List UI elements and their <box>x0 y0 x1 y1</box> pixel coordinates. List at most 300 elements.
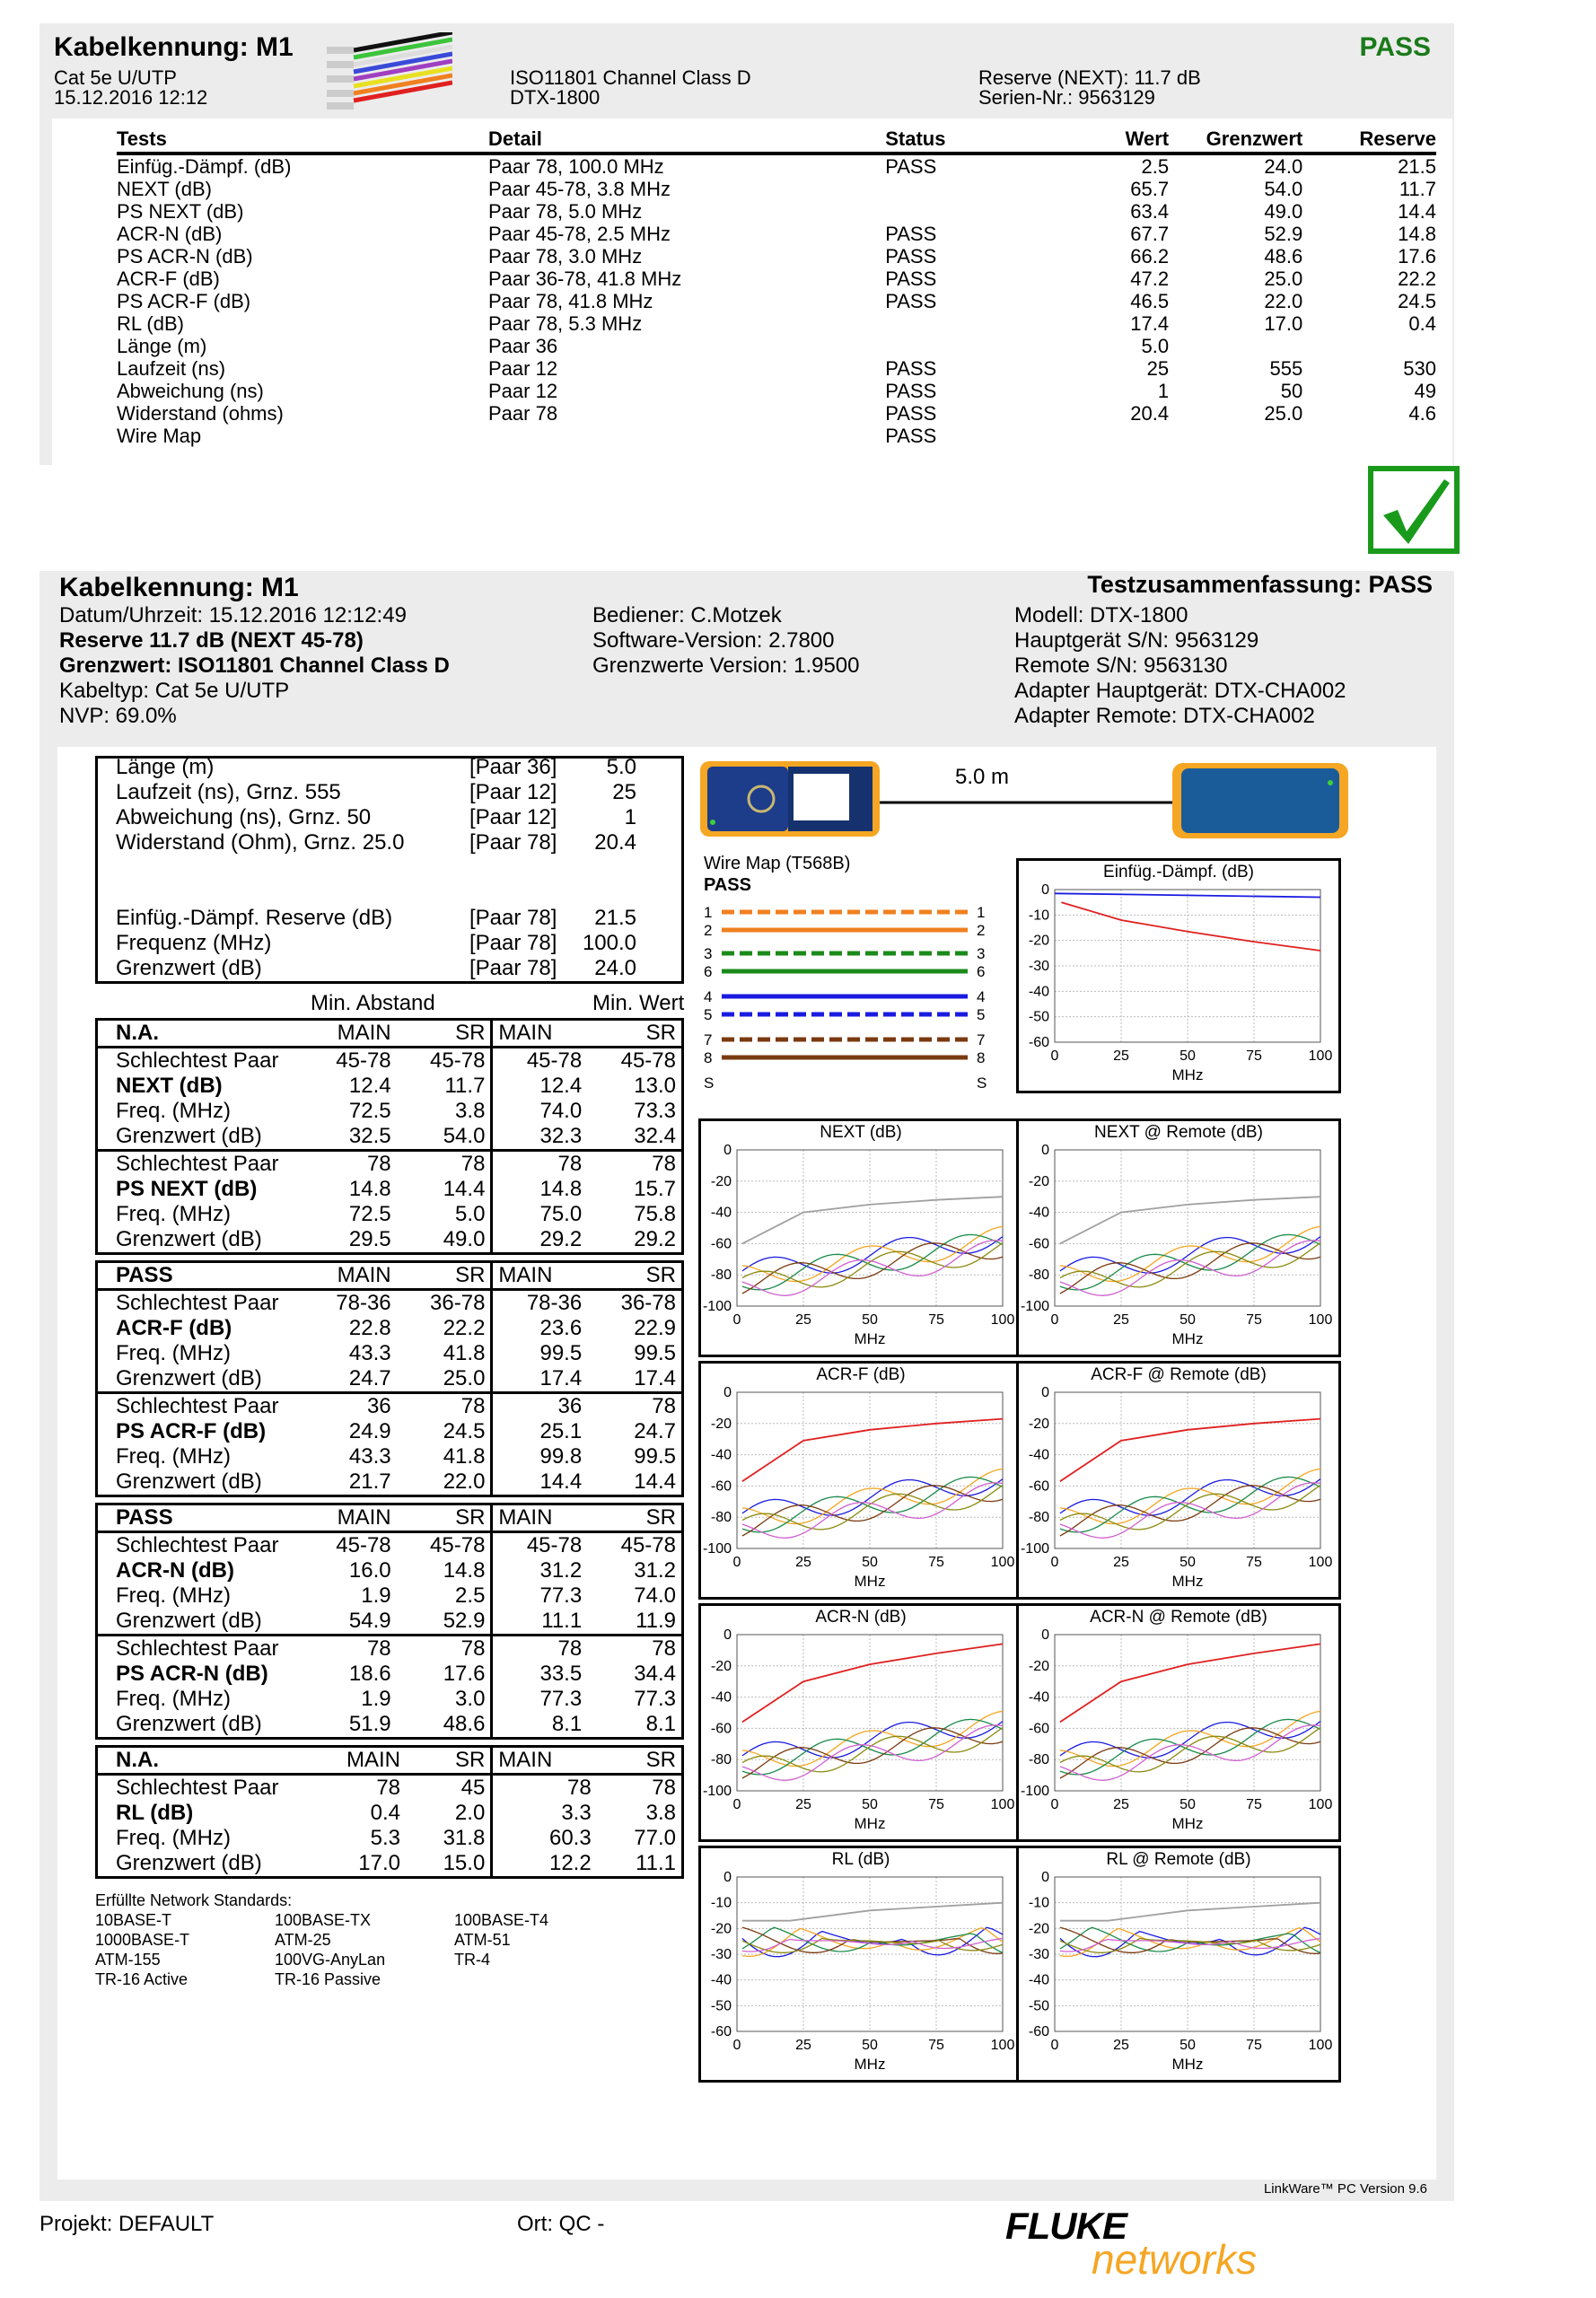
remote-adapter-line: Adapter Remote: DTX-CHA002 <box>1014 704 1315 728</box>
row-label: Schlechtest Paar <box>116 1776 279 1800</box>
network-standard: TR-16 Passive <box>275 1970 381 1988</box>
cell-value: 51.9 <box>348 1712 391 1736</box>
svg-text:-20: -20 <box>1028 1921 1049 1937</box>
cell-value: 45-78 <box>620 1533 676 1557</box>
serial-number: Serien-Nr.: 9563129 <box>978 86 1155 109</box>
cell-reserve: 22.2 <box>1398 268 1436 290</box>
cell-value: 8.1 <box>645 1712 676 1736</box>
svg-text:0: 0 <box>723 1627 732 1643</box>
svg-text:-10: -10 <box>1028 1895 1049 1911</box>
test-datetime: 15.12.2016 12:12 <box>54 86 208 109</box>
cell-value: 5.0 <box>455 1202 486 1226</box>
info-pair: [Paar 78] <box>469 906 557 930</box>
svg-text:75: 75 <box>1246 1048 1262 1064</box>
cell-value: 24.7 <box>634 1419 676 1443</box>
cell-value: 17.6 <box>443 1662 486 1686</box>
table-row <box>97 1712 683 1739</box>
cell-value: 36-78 <box>620 1291 676 1315</box>
svg-text:4: 4 <box>704 988 713 1005</box>
min-abstand-header: Min. Abstand <box>311 991 435 1015</box>
svg-text:100: 100 <box>1308 1048 1333 1064</box>
svg-text:0: 0 <box>732 2038 741 2053</box>
svg-text:5: 5 <box>704 1006 713 1023</box>
chart-panel <box>1016 1361 1341 1600</box>
chart-title: ACR-N @ Remote (dB) <box>1090 1608 1267 1627</box>
cell-value: 60.3 <box>492 1826 597 1851</box>
reserve-line: Reserve 11.7 dB (NEXT 45-78) <box>59 628 364 653</box>
cell-grenzwert: 52.9 <box>1264 223 1303 245</box>
svg-text:50: 50 <box>1179 1048 1196 1064</box>
cell-value: 78 <box>397 1393 492 1420</box>
cell-value: 13.0 <box>634 1074 676 1098</box>
table-row <box>117 312 1436 335</box>
table-row <box>97 1202 683 1227</box>
cell-value: 3.8 <box>455 1099 486 1123</box>
svg-text:25: 25 <box>1113 1312 1129 1328</box>
svg-text:0: 0 <box>723 1385 732 1400</box>
svg-text:-80: -80 <box>1028 1752 1049 1768</box>
svg-text:MHz: MHz <box>1171 1573 1204 1590</box>
svg-text:-100: -100 <box>702 1299 732 1314</box>
limit-standard: ISO11801 Channel Class D <box>510 66 751 89</box>
network-standard: ATM-25 <box>275 1931 331 1949</box>
cell-value: 78 <box>587 1636 682 1662</box>
cell-value: 24.7 <box>348 1366 391 1390</box>
cell-detail: Paar 78, 100.0 MHz <box>488 155 664 178</box>
svg-text:0: 0 <box>732 1312 741 1328</box>
chart-title: ACR-F (dB) <box>816 1365 906 1384</box>
info-label: Einfüg.-Dämpf. Reserve (dB) <box>116 906 393 930</box>
row-label: Grenzwert (dB) <box>116 1124 262 1148</box>
row-label: Schlechtest Paar <box>97 1636 303 1662</box>
cell-test: Länge (m) <box>117 335 207 357</box>
chart-title: ACR-F @ Remote (dB) <box>1091 1365 1267 1384</box>
cell-value: 78 <box>587 1151 682 1178</box>
cell-detail: Paar 78, 5.3 MHz <box>488 312 643 335</box>
cell-value: 45-78 <box>430 1533 486 1557</box>
table-row <box>117 402 1436 425</box>
svg-text:-40: -40 <box>710 1447 732 1463</box>
cell-test: Einfüg.-Dämpf. (dB) <box>117 155 292 178</box>
svg-text:25: 25 <box>795 2038 811 2053</box>
detail-cable-id-title: Kabelkennung: M1 <box>59 573 299 602</box>
svg-text:25: 25 <box>795 1797 811 1812</box>
operator-line: Bediener: C.Motzek <box>592 603 782 627</box>
cell-value: 17.4 <box>634 1366 676 1390</box>
cell-value: 49.0 <box>443 1227 486 1251</box>
cell-test: ACR-F (dB) <box>117 268 220 290</box>
summary-card <box>39 23 1454 465</box>
svg-text:4: 4 <box>977 988 986 1005</box>
svg-text:100: 100 <box>990 1312 1015 1328</box>
column-header: SR <box>397 1262 492 1290</box>
svg-text:25: 25 <box>1113 1555 1129 1570</box>
svg-text:-20: -20 <box>710 1921 732 1937</box>
info-label: Laufzeit (ns), Grnz. 555 <box>116 780 341 804</box>
cell-value: 23.6 <box>492 1316 587 1341</box>
cell-test: Wire Map <box>117 425 202 447</box>
svg-text:-40: -40 <box>710 1689 732 1706</box>
svg-text:MHz: MHz <box>854 1815 886 1832</box>
table-row <box>117 380 1436 402</box>
svg-text:0: 0 <box>1050 1797 1059 1812</box>
svg-text:-80: -80 <box>710 1752 732 1768</box>
column-header: MAIN <box>303 1504 397 1532</box>
cell-grenzwert <box>1169 335 1302 357</box>
svg-text:-80: -80 <box>1028 1510 1049 1526</box>
table-row <box>97 1826 683 1851</box>
nvp-line: NVP: 69.0% <box>59 704 177 728</box>
svg-text:-20: -20 <box>1028 1658 1049 1674</box>
networks-logo-text: networks <box>1092 2236 1258 2283</box>
measurement-table <box>95 1260 684 1497</box>
cell-test: Laufzeit (ns) <box>117 357 226 380</box>
svg-text:-30: -30 <box>710 1947 732 1962</box>
svg-text:75: 75 <box>928 2038 944 2053</box>
row-label: Freq. (MHz) <box>116 1687 231 1711</box>
cell-grenzwert: 50 <box>1280 380 1303 402</box>
table-row <box>97 1419 683 1444</box>
cell-reserve: 530 <box>1403 357 1436 380</box>
col-grenzwert: Grenzwert <box>1169 126 1302 153</box>
row-label: Freq. (MHz) <box>116 1202 231 1226</box>
cell-value: 31.2 <box>492 1558 587 1583</box>
svg-text:0: 0 <box>1041 1385 1049 1400</box>
row-label: Grenzwert (dB) <box>116 1851 262 1875</box>
table-status: N.A. <box>97 1020 303 1048</box>
svg-text:-60: -60 <box>710 1721 732 1737</box>
table-row <box>117 268 1436 290</box>
cell-value: 36 <box>303 1393 397 1420</box>
cell-value: 14.4 <box>443 1177 486 1201</box>
cell-reserve: 21.5 <box>1398 155 1436 178</box>
cell-value: 3.8 <box>645 1801 676 1825</box>
row-label: Schlechtest Paar <box>97 1393 303 1420</box>
info-label: Länge (m) <box>116 755 215 779</box>
svg-text:75: 75 <box>1246 1797 1262 1812</box>
cell-value: 17.0 <box>358 1851 401 1875</box>
column-header: MAIN <box>303 1020 397 1048</box>
col-reserve: Reserve <box>1302 126 1436 153</box>
info-pair: [Paar 78] <box>469 830 557 855</box>
cell-value: 78 <box>397 1636 492 1662</box>
cell-value: 11.7 <box>444 1074 486 1098</box>
cell-grenzwert: 24.0 <box>1264 155 1303 178</box>
info-label: Widerstand (Ohm), Grnz. 25.0 <box>116 830 405 855</box>
info-value: 21.5 <box>594 906 636 930</box>
cell-value: 22.2 <box>443 1316 486 1340</box>
network-standard: ATM-51 <box>454 1931 511 1949</box>
cell-grenzwert: 555 <box>1269 357 1303 380</box>
svg-text:100: 100 <box>990 1555 1015 1570</box>
cell-value: 78 <box>303 1636 397 1662</box>
svg-text:1: 1 <box>977 904 986 921</box>
column-header: MAIN <box>303 1747 407 1775</box>
cell-value: 3.3 <box>492 1801 597 1826</box>
cell-value: 25.0 <box>443 1366 486 1390</box>
cell-value: 78 <box>492 1775 597 1802</box>
svg-text:-40: -40 <box>1028 1689 1049 1706</box>
table-header-row <box>97 1504 683 1532</box>
column-header: SR <box>597 1747 683 1775</box>
table-row <box>97 1393 683 1420</box>
cell-wert: 5.0 <box>1141 335 1170 357</box>
table-row <box>97 1177 683 1202</box>
network-standard: TR-16 Active <box>95 1970 189 1988</box>
network-standard: 10BASE-T <box>95 1911 172 1929</box>
table-status: PASS <box>97 1504 303 1532</box>
svg-text:MHz: MHz <box>1171 1330 1204 1347</box>
cell-test: Abweichung (ns) <box>117 380 264 402</box>
svg-text:1: 1 <box>704 904 713 921</box>
row-label: Freq. (MHz) <box>116 1583 231 1608</box>
svg-text:MHz: MHz <box>854 1573 886 1590</box>
svg-text:6: 6 <box>977 963 986 980</box>
cell-grenzwert: 49.0 <box>1264 200 1303 223</box>
table-status: N.A. <box>97 1747 303 1775</box>
cell-value: 15.0 <box>443 1851 486 1875</box>
table-row <box>97 1316 683 1341</box>
table-row <box>97 1851 683 1878</box>
cell-value: 11.1 <box>636 1851 676 1875</box>
chart-title: Einfüg.-Dämpf. (dB) <box>1103 863 1254 881</box>
info-pair: [Paar 36] <box>469 755 557 779</box>
info-pair: [Paar 78] <box>469 956 557 980</box>
cell-wert: 47.2 <box>1130 268 1170 290</box>
svg-text:3: 3 <box>977 945 986 962</box>
info-value: 5.0 <box>606 755 636 779</box>
test-results-table-panel <box>52 118 1452 465</box>
chart-panel <box>698 1361 1023 1600</box>
table-row <box>97 1558 683 1583</box>
measurement-table <box>95 1018 684 1255</box>
table-row <box>117 290 1436 312</box>
cell-value: 15.7 <box>634 1177 676 1201</box>
svg-text:25: 25 <box>795 1555 811 1570</box>
table-row <box>97 1775 683 1802</box>
cell-value: 36-78 <box>430 1291 486 1315</box>
cell-value: 12.2 <box>492 1851 597 1878</box>
svg-text:-30: -30 <box>1028 1947 1049 1962</box>
cell-status: PASS <box>885 357 937 380</box>
svg-text:0: 0 <box>1041 1627 1049 1643</box>
cell-test: PS ACR-F (dB) <box>117 290 251 312</box>
network-standard: TR-4 <box>454 1951 490 1969</box>
cell-value: 78 <box>303 1151 397 1178</box>
cell-detail <box>488 425 885 447</box>
svg-text:50: 50 <box>1179 1312 1196 1328</box>
table-header-row <box>97 1747 683 1775</box>
svg-text:-100: -100 <box>702 1784 732 1799</box>
table-row <box>97 1227 683 1254</box>
cell-status: PASS <box>885 290 937 312</box>
column-header: MAIN <box>492 1262 587 1290</box>
svg-text:0: 0 <box>732 1555 741 1570</box>
svg-text:0: 0 <box>1041 1870 1049 1885</box>
cell-value: 74.0 <box>634 1583 676 1608</box>
software-version-line: Software-Version: 2.7800 <box>592 628 835 653</box>
cell-reserve: 14.8 <box>1398 223 1436 245</box>
cell-value: 29.5 <box>348 1227 391 1251</box>
cell-value: 78-36 <box>336 1291 391 1315</box>
row-label: Freq. (MHz) <box>116 1099 231 1123</box>
cell-reserve: 11.7 <box>1399 178 1436 200</box>
svg-text:7: 7 <box>704 1031 713 1048</box>
table-row <box>117 245 1436 268</box>
svg-text:MHz: MHz <box>854 2056 886 2073</box>
svg-text:-100: -100 <box>702 1541 732 1557</box>
cell-value: 18.6 <box>348 1662 391 1686</box>
cell-value: 29.2 <box>492 1227 587 1254</box>
info-label: Abweichung (ns), Grnz. 50 <box>116 805 372 829</box>
cell-value: 54.0 <box>443 1124 486 1148</box>
svg-text:100: 100 <box>1308 1312 1333 1328</box>
svg-text:S: S <box>704 1074 715 1092</box>
cell-value: 14.8 <box>443 1558 486 1583</box>
table-row <box>117 335 1436 357</box>
svg-text:-20: -20 <box>1028 1173 1049 1189</box>
cell-value: 43.3 <box>348 1444 391 1469</box>
cell-detail: Paar 78, 3.0 MHz <box>488 245 643 268</box>
row-label: PS ACR-N (dB) <box>116 1662 268 1686</box>
svg-text:MHz: MHz <box>1171 2056 1204 2073</box>
cell-reserve: 17.6 <box>1398 245 1436 268</box>
svg-text:-100: -100 <box>1020 1784 1049 1799</box>
row-label: ACR-F (dB) <box>116 1316 232 1340</box>
cell-value: 22.9 <box>634 1316 676 1340</box>
info-pair: [Paar 12] <box>469 805 557 829</box>
row-label: Schlechtest Paar <box>116 1291 279 1315</box>
svg-text:-40: -40 <box>1028 984 1049 1000</box>
table-row <box>97 1636 683 1662</box>
cell-detail: Paar 45-78, 3.8 MHz <box>488 178 671 200</box>
row-label: RL (dB) <box>116 1801 194 1825</box>
svg-text:3: 3 <box>704 945 713 962</box>
cell-value: 54.9 <box>348 1609 391 1633</box>
cell-test: Widerstand (ohms) <box>117 402 284 425</box>
cell-grenzwert: 17.0 <box>1264 312 1303 335</box>
cell-value: 22.8 <box>348 1316 391 1340</box>
table-row <box>97 1469 683 1496</box>
table-row <box>97 1341 683 1366</box>
cell-value: 72.5 <box>348 1099 391 1123</box>
chart-panel <box>1016 1603 1341 1842</box>
cell-grenzwert: 25.0 <box>1264 402 1303 425</box>
column-header: MAIN <box>303 1262 397 1290</box>
cell-value: 31.2 <box>634 1558 676 1583</box>
svg-text:MHz: MHz <box>854 1330 886 1347</box>
row-label: Freq. (MHz) <box>116 1444 231 1469</box>
cell-status: PASS <box>885 380 937 402</box>
cell-detail: Paar 78 <box>488 402 558 425</box>
chart-panel <box>698 1118 1023 1357</box>
cell-test: ACR-N (dB) <box>117 223 223 245</box>
cell-value: 21.7 <box>348 1469 391 1494</box>
remote-sn-line: Remote S/N: 9563130 <box>1014 653 1228 678</box>
cell-detail: Paar 36-78, 41.8 MHz <box>488 268 682 290</box>
row-label: Schlechtest Paar <box>116 1533 279 1557</box>
svg-text:100: 100 <box>990 1797 1015 1812</box>
cell-grenzwert: 25.0 <box>1264 268 1303 290</box>
info-value: 100.0 <box>582 931 636 955</box>
detail-report <box>39 571 1454 2201</box>
cell-grenzwert: 54.0 <box>1264 178 1303 200</box>
cell-wert: 63.4 <box>1130 200 1170 223</box>
chart-title: NEXT (dB) <box>820 1123 902 1142</box>
chart-title: NEXT @ Remote (dB) <box>1094 1123 1263 1142</box>
cell-value: 25.1 <box>492 1419 587 1444</box>
cell-value: 45-78 <box>620 1048 676 1073</box>
svg-text:0: 0 <box>1050 1555 1059 1570</box>
cell-value: 99.5 <box>634 1444 676 1469</box>
svg-text:-20: -20 <box>1028 1416 1049 1432</box>
cell-wert: 46.5 <box>1130 290 1170 312</box>
cell-reserve: 49 <box>1414 380 1436 402</box>
table-row <box>117 178 1436 200</box>
row-label: Grenzwert (dB) <box>116 1469 262 1494</box>
svg-text:-20: -20 <box>710 1658 732 1674</box>
cell-value: 16.0 <box>348 1558 391 1583</box>
svg-text:8: 8 <box>704 1049 713 1066</box>
location-label: Ort: QC - <box>517 2212 605 2236</box>
cell-reserve: 24.5 <box>1398 290 1436 312</box>
wiremap-diagram <box>698 892 995 1092</box>
svg-text:25: 25 <box>795 1312 811 1328</box>
cell-value: 32.5 <box>348 1124 391 1148</box>
cell-value: 77.0 <box>634 1826 676 1850</box>
svg-text:0: 0 <box>723 1143 732 1158</box>
table-header-row <box>117 126 1436 153</box>
cell-value: 34.4 <box>634 1662 676 1686</box>
cell-value: 14.8 <box>348 1177 391 1201</box>
cell-value: 31.8 <box>443 1826 486 1850</box>
table-row <box>97 1444 683 1469</box>
cell-detail: Paar 78, 41.8 MHz <box>488 290 653 312</box>
table-row <box>97 1366 683 1393</box>
reserve-next: Reserve (NEXT): 11.7 dB <box>978 66 1201 89</box>
svg-text:0: 0 <box>1041 882 1049 898</box>
row-label: PS NEXT (dB) <box>116 1177 258 1201</box>
svg-text:-60: -60 <box>710 2024 732 2039</box>
table-row <box>117 425 1436 447</box>
cell-value: 99.5 <box>492 1341 587 1366</box>
cell-value: 32.4 <box>634 1124 676 1148</box>
svg-text:75: 75 <box>928 1555 944 1570</box>
table-row <box>97 1662 683 1687</box>
cable-type-line: Kabeltyp: Cat 5e U/UTP <box>59 679 290 703</box>
svg-text:-80: -80 <box>1028 1267 1049 1284</box>
cell-value: 2.5 <box>455 1583 486 1608</box>
main-adapter-line: Adapter Hauptgerät: DTX-CHA002 <box>1014 679 1346 703</box>
cell-value: 24.9 <box>348 1419 391 1443</box>
cell-value: 0.4 <box>370 1801 401 1825</box>
cell-value: 29.2 <box>634 1227 676 1251</box>
cell-value: 33.5 <box>492 1662 587 1687</box>
chart-panel <box>1016 858 1341 1093</box>
network-standard: ATM-155 <box>95 1951 161 1969</box>
table-row <box>117 357 1436 380</box>
svg-text:2: 2 <box>704 922 713 939</box>
svg-text:0: 0 <box>732 1797 741 1812</box>
cell-status <box>885 178 1062 200</box>
pass-checkmark-icon <box>1367 465 1460 555</box>
svg-text:0: 0 <box>723 1870 732 1885</box>
cable-id-title: Kabelkennung: M1 <box>54 32 294 62</box>
remote-unit-icon <box>1172 763 1348 838</box>
cell-value: 1.9 <box>361 1583 391 1608</box>
chart-title: ACR-N (dB) <box>815 1608 907 1627</box>
svg-text:-60: -60 <box>710 1478 732 1495</box>
